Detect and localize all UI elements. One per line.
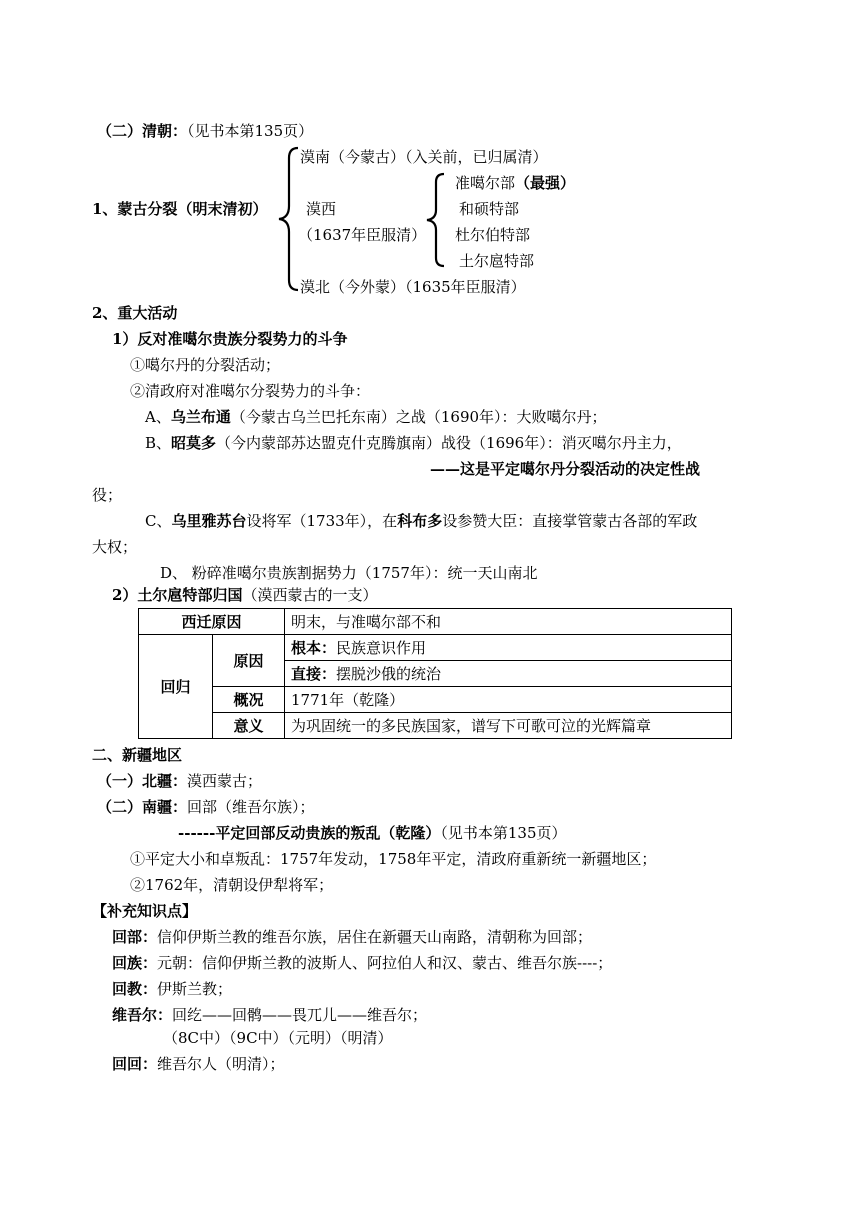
item-label: 回部：: [112, 928, 158, 946]
table-cell-meaning-value: 为巩固统一的多民族国家，谱写下可歌可泣的光辉篇章: [285, 713, 732, 739]
b-prefix: B、: [145, 434, 172, 452]
supplement-item-huihui: [112, 1054, 285, 1074]
sub2-note: （漠西蒙古的一支）: [242, 586, 378, 604]
activities-heading: 2、重大活动: [92, 304, 178, 322]
pacify-bold: ------平定回部反动贵族的叛乱（乾隆）: [178, 824, 441, 842]
a-prefix: A、: [145, 408, 171, 426]
c-mid: 设将军（1733年），在: [246, 512, 398, 530]
direct-value: 摆脱沙俄的统治: [336, 664, 442, 683]
xinjiang-heading: 二、新疆地区: [92, 746, 183, 764]
direct-label: 直接：: [291, 664, 337, 683]
activities-sub1: 1）反对准噶尔贵族分裂势力的斗争: [112, 330, 348, 348]
a-bold: 乌兰布通: [170, 408, 231, 426]
tribe-duerbote: 杜尔伯特部: [455, 226, 531, 244]
supplement-item-weiwuer: [112, 1005, 427, 1025]
table-cell-root: [285, 635, 732, 661]
activities-sub2: [112, 585, 377, 605]
table-cell-reason-label: 原因: [213, 635, 285, 687]
xinjiang-north: [97, 771, 262, 791]
monan-line: 漠南（今蒙古）（入关前，已归属清）: [300, 148, 548, 166]
mongolia-heading: 1、蒙古分裂（明末清初）: [92, 200, 268, 218]
tribe-tuerhute: 土尔扈特部: [459, 252, 535, 270]
c-bold2: 科布多: [397, 512, 443, 530]
item-label: 回族：: [112, 954, 158, 972]
table-cell-return-label: 回归: [139, 635, 213, 739]
section-title-qing: [97, 121, 313, 141]
inner-brace-icon: [424, 172, 448, 268]
c-prefix: C、: [145, 512, 172, 530]
xinjiang-pacify: [178, 823, 567, 843]
south-label: （二）南疆：: [97, 798, 188, 816]
b-rest: （今内蒙部苏达盟克什克腾旗南）战役（1696年）：消灭噶尔丹主力，: [216, 434, 682, 452]
item-text: 伊斯兰教；: [157, 980, 233, 998]
supplement-periods: （8C中）（9C中）（元明）（明清）: [163, 1029, 393, 1047]
tribe-heshuote: 和硕特部: [459, 200, 520, 218]
tribe-note: （最强）: [515, 174, 576, 192]
table-cell-direct: [285, 661, 732, 687]
supplement-item-huibu: [112, 927, 592, 947]
huihui-text: 维吾尔人（明清）；: [157, 1055, 285, 1073]
item-text: 回纥——回鹘——畏兀儿——维吾尔；: [172, 1006, 428, 1024]
item-text: 信仰伊斯兰教的维吾尔族，居住在新疆天山南路，清朝称为回部；: [157, 928, 593, 946]
left-brace-icon: [276, 146, 302, 292]
activity-b-conclusion-cont: 役；: [92, 486, 123, 504]
table-row: [139, 687, 732, 713]
supplement-item-huijiao: [112, 979, 232, 999]
supplement-heading: 【补充知识点】: [92, 902, 198, 920]
table-cell-meaning-label: 意义: [213, 713, 285, 739]
xinjiang-south: [97, 797, 315, 817]
supplement-item-huizu: [112, 953, 612, 973]
table-cell-migration-label: 西迁原因: [139, 609, 285, 635]
south-value: 回部（维吾尔族）；: [187, 798, 315, 816]
north-value: 漠西蒙古；: [187, 772, 263, 790]
xinjiang-p1: ①平定大小和卓叛乱：1757年发动，1758年平定，清政府重新统一新疆地区；: [130, 850, 657, 868]
root-value: 民族意识作用: [336, 638, 427, 657]
table-cell-overview-label: 概况: [213, 687, 285, 713]
xinjiang-p2: ②1762年，清朝设伊犁将军；: [130, 876, 334, 894]
activity-b: [145, 433, 682, 453]
activity-b-conclusion: ——这是平定噶尔丹分裂活动的决定性战: [430, 460, 701, 478]
sub2-title: 2）土尔扈特部归国: [112, 586, 243, 604]
table-row: [139, 713, 732, 739]
item-text: 元朝：信仰伊斯兰教的波斯人、阿拉伯人和汉、蒙古、维吾尔族----；: [157, 954, 613, 972]
item-label: 回教：: [112, 980, 158, 998]
c-rest: 设参赞大臣：直接掌管蒙古各部的军政: [442, 512, 698, 530]
activity-c-cont: 大权；: [92, 538, 138, 556]
activity-a: [145, 407, 607, 427]
table-row: [139, 609, 732, 635]
north-label: （一）北疆：: [97, 772, 188, 790]
qing-title: （二）清朝：: [97, 122, 188, 140]
b-bold: 昭莫多: [171, 434, 217, 452]
table-cell-overview-value: 1771年（乾隆）: [285, 687, 732, 713]
a-rest: （今蒙古乌兰巴托东南）之战（1690年）：大败噶尔丹；: [230, 408, 607, 426]
activity-c: [145, 511, 697, 531]
moxi-note: （1637年臣服清）: [298, 226, 427, 244]
c-bold1: 乌里雅苏台: [171, 512, 247, 530]
item-label: 维吾尔：: [112, 1006, 173, 1024]
table-cell-migration-value: 明末，与准噶尔部不和: [285, 609, 732, 635]
tribe-zhungeer: [455, 173, 575, 193]
tribe-name: 准噶尔部: [455, 174, 516, 192]
moxi-line: 漠西: [306, 200, 337, 218]
activity-d: D、 粉碎准噶尔贵族割据势力（1757年）：统一天山南北: [160, 564, 538, 582]
activities-item1: ①噶尔丹的分裂活动；: [130, 356, 281, 374]
huihui-label: 回回：: [112, 1055, 158, 1073]
torghut-table: [138, 608, 732, 739]
activities-item2: ②清政府对准噶尔分裂势力的斗争：: [130, 382, 371, 400]
qing-ref: （见书本第135页）: [187, 122, 314, 140]
pacify-ref: （见书本第135页）: [440, 824, 567, 842]
mobei-line: 漠北（今外蒙）（1635年臣服清）: [300, 278, 526, 296]
table-row: [139, 635, 732, 661]
root-label: 根本：: [291, 638, 337, 657]
